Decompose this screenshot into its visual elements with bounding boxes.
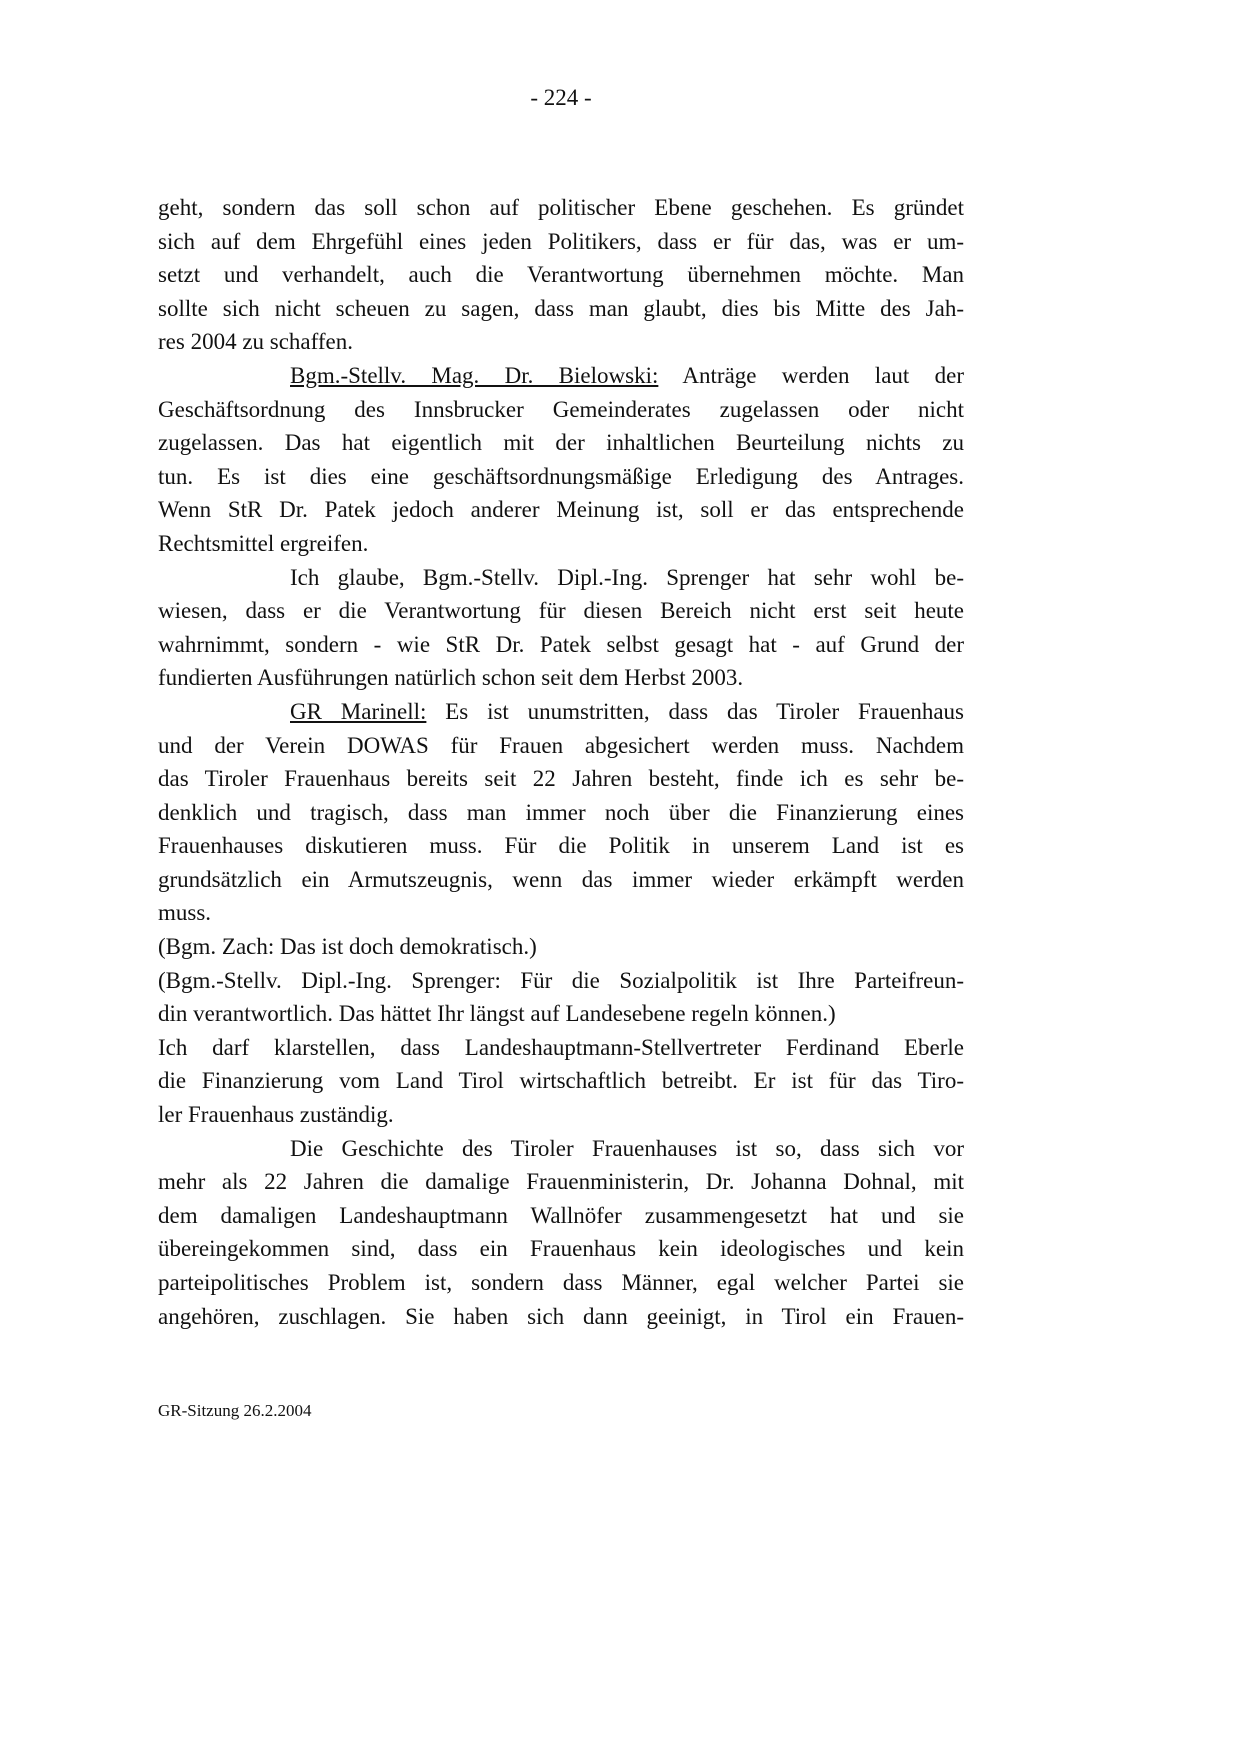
- paragraph: [158, 964, 964, 1031]
- text-segment: Es ist unumstritten, dass das Tiroler Frauenhaus: [426, 698, 964, 724]
- text-line: [158, 628, 964, 662]
- text-segment: muss.: [158, 900, 212, 926]
- text-segment: Ich glaube, Bgm.-Stellv. Dipl.-Ing. Sprenger hat sehr wohl be-: [290, 564, 964, 590]
- text-line: [158, 359, 964, 393]
- page-number: - 224 -: [530, 85, 592, 110]
- text-segment: angehören, zuschlagen. Sie haben sich dann geeinigt, in Tirol ein Frauen-: [158, 1303, 964, 1329]
- text-line: [158, 1300, 964, 1334]
- text-segment: und der Verein DOWAS für Frauen abgesichert werden muss. Nachdem: [158, 732, 964, 758]
- text-line: [158, 594, 964, 628]
- footer-session-label: GR-Sitzung 26.2.2004: [158, 1401, 312, 1420]
- text-segment: ler Frauenhaus zuständig.: [158, 1102, 394, 1128]
- text-line: [158, 896, 964, 930]
- text-line: [158, 325, 964, 359]
- text-line: [158, 1165, 964, 1199]
- text-segment: Die Geschichte des Tiroler Frauenhauses ist so, dass sich vor: [290, 1135, 964, 1161]
- text-line: [158, 661, 964, 695]
- paragraph: [158, 561, 964, 695]
- text-line: [158, 930, 964, 964]
- text-segment: sich auf dem Ehrgefühl eines jeden Politikers, dass er für das, was er um-: [158, 228, 964, 254]
- text-segment: tun. Es ist dies eine geschäftsordnungsmäßige Erledigung des Antrages.: [158, 463, 964, 489]
- text-line: [158, 695, 964, 729]
- paragraph: [158, 359, 964, 561]
- text-line: [158, 225, 964, 259]
- text-segment: Wenn StR Dr. Patek jedoch anderer Meinung ist, soll er das entsprechende: [158, 497, 964, 523]
- text-line: [158, 460, 964, 494]
- text-segment: grundsätzlich ein Armutszeugnis, wenn das immer wieder erkämpft werden: [158, 866, 964, 892]
- text-line: [158, 964, 964, 998]
- text-line: [158, 829, 964, 863]
- text-segment: res 2004 zu schaffen.: [158, 329, 354, 355]
- text-segment: Geschäftsordnung des Innsbrucker Gemeinderates zugelassen oder nicht: [158, 396, 964, 422]
- text-segment: die Finanzierung vom Land Tirol wirtschaftlich betreibt. Er ist für das Tiro-: [158, 1068, 964, 1094]
- paragraph: [158, 695, 964, 930]
- text-segment: mehr als 22 Jahren die damalige Frauenministerin, Dr. Johanna Dohnal, mit: [158, 1169, 964, 1195]
- text-segment: wiesen, dass er die Verantwortung für diesen Bereich nicht erst seit heute: [158, 598, 964, 624]
- text-line: [158, 997, 964, 1031]
- text-segment: setzt und verhandelt, auch die Verantwortung übernehmen möchte. Man: [158, 262, 964, 288]
- text-segment: geht, sondern das soll schon auf politischer Ebene geschehen. Es gründet: [158, 195, 964, 220]
- text-line: [158, 1266, 964, 1300]
- text-line: [158, 796, 964, 830]
- paragraph: [158, 1132, 964, 1334]
- text-segment: dem damaligen Landeshauptmann Wallnöfer zusammengesetzt hat und sie: [158, 1202, 964, 1228]
- text-line: [158, 561, 964, 595]
- text-segment: din verantwortlich. Das hättet Ihr längst auf Landesebene regeln können.): [158, 1001, 836, 1027]
- text-line: [158, 1199, 964, 1233]
- text-segment: Frauenhauses diskutieren muss. Für die Politik in unserem Land ist es: [158, 833, 964, 859]
- speaker-name: GR Marinell:: [290, 698, 427, 724]
- text-segment: (Bgm. Zach: Das ist doch demokratisch.): [158, 934, 537, 960]
- text-segment: denklich und tragisch, dass man immer noch über die Finanzierung eines: [158, 799, 964, 825]
- text-segment: zugelassen. Das hat eigentlich mit der inhaltlichen Beurteilung nichts zu: [158, 430, 964, 456]
- paragraph: [158, 1031, 964, 1132]
- text-line: [158, 762, 964, 796]
- text-line: [158, 426, 964, 460]
- text-segment: fundierten Ausführungen natürlich schon seit dem Herbst 2003.: [158, 665, 744, 691]
- text-line: [158, 1098, 964, 1132]
- text-segment: Anträge werden laut der: [658, 362, 964, 388]
- text-line: [158, 863, 964, 897]
- text-line: [158, 527, 964, 561]
- text-line: [158, 292, 964, 326]
- paragraph: [158, 191, 964, 359]
- text-line: [158, 191, 964, 225]
- text-line: [158, 1132, 964, 1166]
- speaker-name: Bgm.-Stellv. Mag. Dr. Bielowski:: [290, 362, 659, 388]
- text-segment: (Bgm.-Stellv. Dipl.-Ing. Sprenger: Für die Sozialpolitik ist Ihre Parteifreun-: [158, 967, 964, 993]
- text-segment: das Tiroler Frauenhaus bereits seit 22 Jahren besteht, finde ich es sehr be-: [158, 766, 964, 792]
- text-line: [158, 1064, 964, 1098]
- text-segment: sollte sich nicht scheuen zu sagen, dass man glaubt, dies bis Mitte des Jah-: [158, 295, 964, 321]
- text-segment: Ich darf klarstellen, dass Landeshauptmann-Stellvertreter Ferdinand Eberle: [158, 1034, 964, 1060]
- text-line: [158, 1232, 964, 1266]
- document-body: [158, 191, 964, 1333]
- text-line: [158, 493, 964, 527]
- text-segment: wahrnimmt, sondern - wie StR Dr. Patek selbst gesagt hat - auf Grund der: [158, 631, 964, 657]
- text-segment: übereingekommen sind, dass ein Frauenhaus kein ideologisches und kein: [158, 1236, 964, 1262]
- text-segment: Rechtsmittel ergreifen.: [158, 530, 369, 556]
- text-line: [158, 1031, 964, 1065]
- text-line: [158, 393, 964, 427]
- text-line: [158, 729, 964, 763]
- text-segment: parteipolitisches Problem ist, sondern dass Männer, egal welcher Partei sie: [158, 1270, 964, 1295]
- paragraph: [158, 930, 964, 964]
- text-line: [158, 258, 964, 292]
